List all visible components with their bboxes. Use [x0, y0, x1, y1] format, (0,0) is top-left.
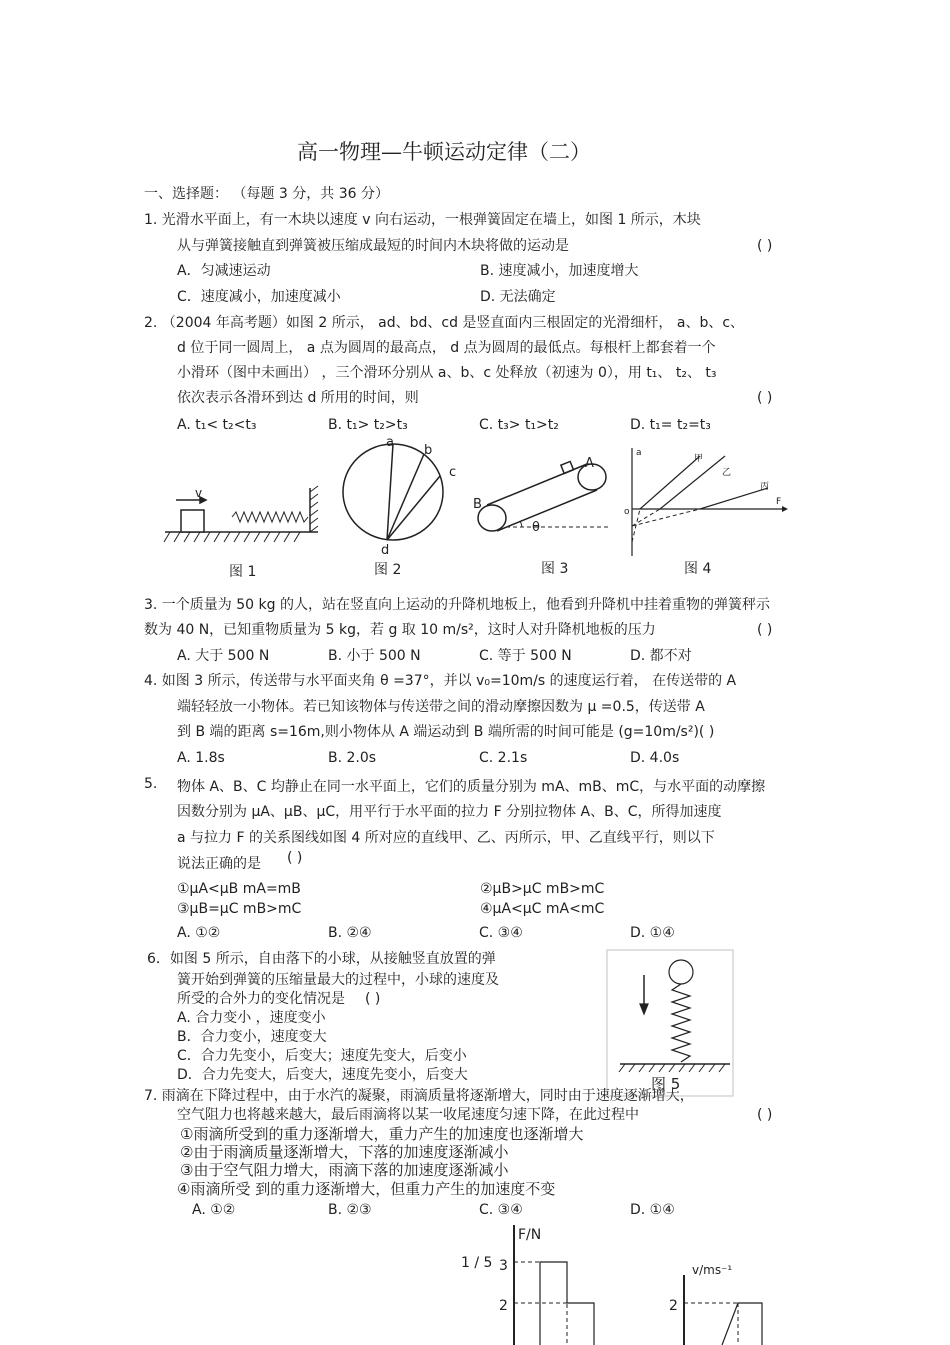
q7-statement-4: ④雨滴所受 到的重力逐渐增大，但重力产生的加速度不变	[177, 1180, 556, 1198]
q2-option-a: A. t₁< t₂<t₃	[177, 417, 257, 433]
fig3-caption: 图 3	[541, 561, 569, 577]
fig3-label-theta: θ	[532, 520, 540, 535]
q4-option-a: A. 1.8s	[177, 750, 225, 766]
q5-option-c: C. ③④	[479, 925, 523, 941]
q1-option-b: B. 速度减小，加速度增大	[480, 263, 639, 279]
q2-option-d: D. t₁= t₂=t₃	[630, 417, 711, 433]
q5-line2: 因数分别为 μA、μB、μC，用平行于水平面的拉力 F 分别拉物体 A、B、C，所得加速度	[177, 804, 722, 820]
q7-statement-1: ①雨滴所受到的重力逐渐增大，重力产生的加速度也逐渐增大	[180, 1125, 584, 1143]
fig4-label-bing: 丙	[760, 482, 770, 492]
q6-answer-paren: ( )	[365, 991, 381, 1007]
q3-option-a: A. 大于 500 N	[177, 648, 270, 664]
q2-line3: 小滑环（图中未画出） ，三个滑环分别从 a、b、c 处释放（初速为 0），用 t₁、 t₂、 t₃	[177, 365, 717, 381]
q7-option-b: B. ②③	[328, 1202, 372, 1218]
q7-statement-3: ③由于空气阻力增大，雨滴下落的加速度逐渐减小	[180, 1161, 509, 1179]
q4-option-d: D. 4.0s	[630, 750, 680, 766]
fig4-label-F: F	[776, 497, 782, 507]
q1-answer-paren: ( )	[757, 238, 773, 254]
fig3-label-A: A	[585, 456, 594, 471]
q4-option-c: C. 2.1s	[479, 750, 528, 766]
q5-option-d: D. ①④	[630, 925, 675, 941]
q2-line2: d 位于同一圆周上， a 点为圆周的最高点， d 点为圆周的最低点。每根杆上都套着一个	[177, 340, 716, 356]
figure-1	[164, 486, 318, 542]
q6-option-a: A. 合力变小 ，速度变小	[177, 1010, 326, 1026]
q5-answer-paren: ( )	[287, 850, 303, 866]
q3-option-c: C. 等于 500 N	[479, 648, 572, 664]
q3-line2: 数为 40 N，已知重物质量为 5 kg，若 g 取 10 m/s²，这时人对升降机地板的压力	[144, 622, 656, 638]
fig1-caption: 图 1	[229, 564, 257, 580]
q4-option-b: B. 2.0s	[328, 750, 377, 766]
q4-line1: 4. 如图 3 所示，传送带与水平面夹角 θ =37°，并以 v₀=10m/s 的速度运行着， 在传送带的 A	[144, 673, 737, 689]
fig5-caption: 图 5	[651, 1075, 681, 1093]
q3-answer-paren: ( )	[757, 622, 773, 638]
fig3-label-B: B	[473, 497, 482, 512]
q2-line1: 2. （2004 年高考题）如图 2 所示， ad、bd、cd 是竖直面内三根固定的光滑细杆， a、b、c、	[144, 315, 745, 331]
q5-statement-1: ①μA<μB mA=mB	[177, 881, 301, 897]
graph-velocity	[684, 1275, 762, 1345]
fig2-label-b: b	[424, 443, 433, 458]
q7-option-c: C. ③④	[479, 1202, 523, 1218]
graph-velocity-tick-2: 2	[669, 1298, 678, 1314]
q7-option-d: D. ①④	[630, 1202, 675, 1218]
graph-force-tick-2: 2	[499, 1298, 508, 1314]
q4-line3: 到 B 端的距离 s=16m,则小物体从 A 端运动到 B 端所需的时间可能是 (g=10m/s²)( )	[177, 724, 715, 740]
q7-option-a: A. ①②	[192, 1202, 236, 1218]
fig4-label-yi: 乙	[722, 468, 732, 478]
q2-answer-paren: ( )	[757, 390, 773, 406]
q7-statement-2: ②由于雨滴质量逐渐增大，下落的加速度逐渐减小	[180, 1143, 509, 1161]
q1-line1: 1. 光滑水平面上，有一木块以速度 v 向右运动，一根弹簧固定在墙上，如图 1 所示，木块	[144, 212, 701, 228]
q1-option-d: D. 无法确定	[480, 289, 556, 305]
fig4-label-a: a	[636, 448, 642, 458]
q6-line2: 簧开始到弹簧的压缩量最大的过程中，小球的速度及	[177, 972, 499, 988]
graph-velocity-axis-label: v/ms⁻¹	[692, 1263, 733, 1277]
fig4-caption: 图 4	[684, 561, 712, 577]
q6-option-c: C．合力先变小，后变大；速度先变大，后变小	[177, 1048, 467, 1064]
q2-line4: 依次表示各滑环到达 d 所用的时间，则	[177, 390, 419, 406]
page-number: 1 / 5	[461, 1255, 493, 1271]
q5-option-a: A. ①②	[177, 925, 221, 941]
q7-answer-paren: ( )	[757, 1107, 773, 1123]
fig4-label-jia: 甲	[694, 454, 704, 464]
q3-line1: 3. 一个质量为 50 kg 的人，站在竖直向上运动的升降机地板上，他看到升降机中挂着重物的弹簧秤示	[144, 597, 770, 613]
page-title: 高一物理—牛顿运动定律（二）	[297, 140, 591, 164]
q6-line3: 所受的合外力的变化情况是	[177, 991, 345, 1007]
q5-line4: 说法正确的是	[177, 856, 261, 872]
fig2-label-a: a	[386, 435, 394, 450]
q5-statement-4: ④μA<μC mA<mC	[480, 901, 605, 917]
fig2-caption: 图 2	[374, 562, 402, 578]
fig1-label-v: v	[195, 486, 203, 500]
fig2-label-c: c	[449, 465, 457, 480]
fig4-label-o: o	[624, 507, 630, 517]
q5-option-b: B. ②④	[328, 925, 372, 941]
q4-line2: 端轻轻放一小物体。若已知该物体与传送带之间的滑动摩擦因数为 μ =0.5，传送带 A	[177, 699, 705, 715]
graph-force-tick-3: 3	[499, 1258, 508, 1274]
q7-line2: 空气阻力也将越来越大，最后雨滴将以某一收尾速度匀速下降，在此过程中	[177, 1107, 639, 1123]
q2-option-b: B. t₁> t₂>t₃	[328, 417, 408, 433]
figure-4	[632, 448, 788, 556]
q1-option-c: C．速度减小，加速度减小	[177, 289, 341, 305]
q5-line1: 物体 A、B、C 均静止在同一水平面上，它们的质量分别为 mA、mB、mC，与水平面的动摩擦	[177, 779, 766, 795]
q5-line3: a 与拉力 F 的关系图线如图 4 所对应的直线甲、乙、丙所示，甲、乙直线平行，则以下	[177, 830, 715, 846]
q6-option-b: B．合力变小，速度变大	[177, 1029, 327, 1045]
graph-force-axis-label: F/N	[518, 1227, 542, 1243]
fig2-label-d: d	[381, 543, 390, 558]
q2-option-c: C. t₃> t₁>t₂	[479, 417, 559, 433]
q5-statement-2: ②μB>μC mB>mC	[480, 881, 605, 897]
q1-line2: 从与弹簧接触直到弹簧被压缩成最短的时间内木块将做的运动是	[177, 238, 569, 254]
q6-option-d: D．合力先变大，后变大，速度先变小，后变大	[177, 1067, 468, 1083]
q7-line1: 7. 雨滴在下降过程中，由于水汽的凝聚，雨滴质量将逐渐增大，同时由于速度逐渐增大，	[144, 1088, 694, 1104]
q5-number: 5.	[144, 776, 158, 792]
section-heading: 一、选择题： （每题 3 分，共 36 分）	[144, 186, 389, 202]
q3-option-b: B. 小于 500 N	[328, 648, 421, 664]
q1-option-a: A．匀减速运动	[177, 263, 271, 279]
q3-option-d: D. 都不对	[630, 648, 692, 664]
q5-statement-3: ③μB=μC mB>mC	[177, 901, 302, 917]
q6-line1: 6．如图 5 所示，自由落下的小球，从接触竖直放置的弹	[147, 951, 496, 967]
